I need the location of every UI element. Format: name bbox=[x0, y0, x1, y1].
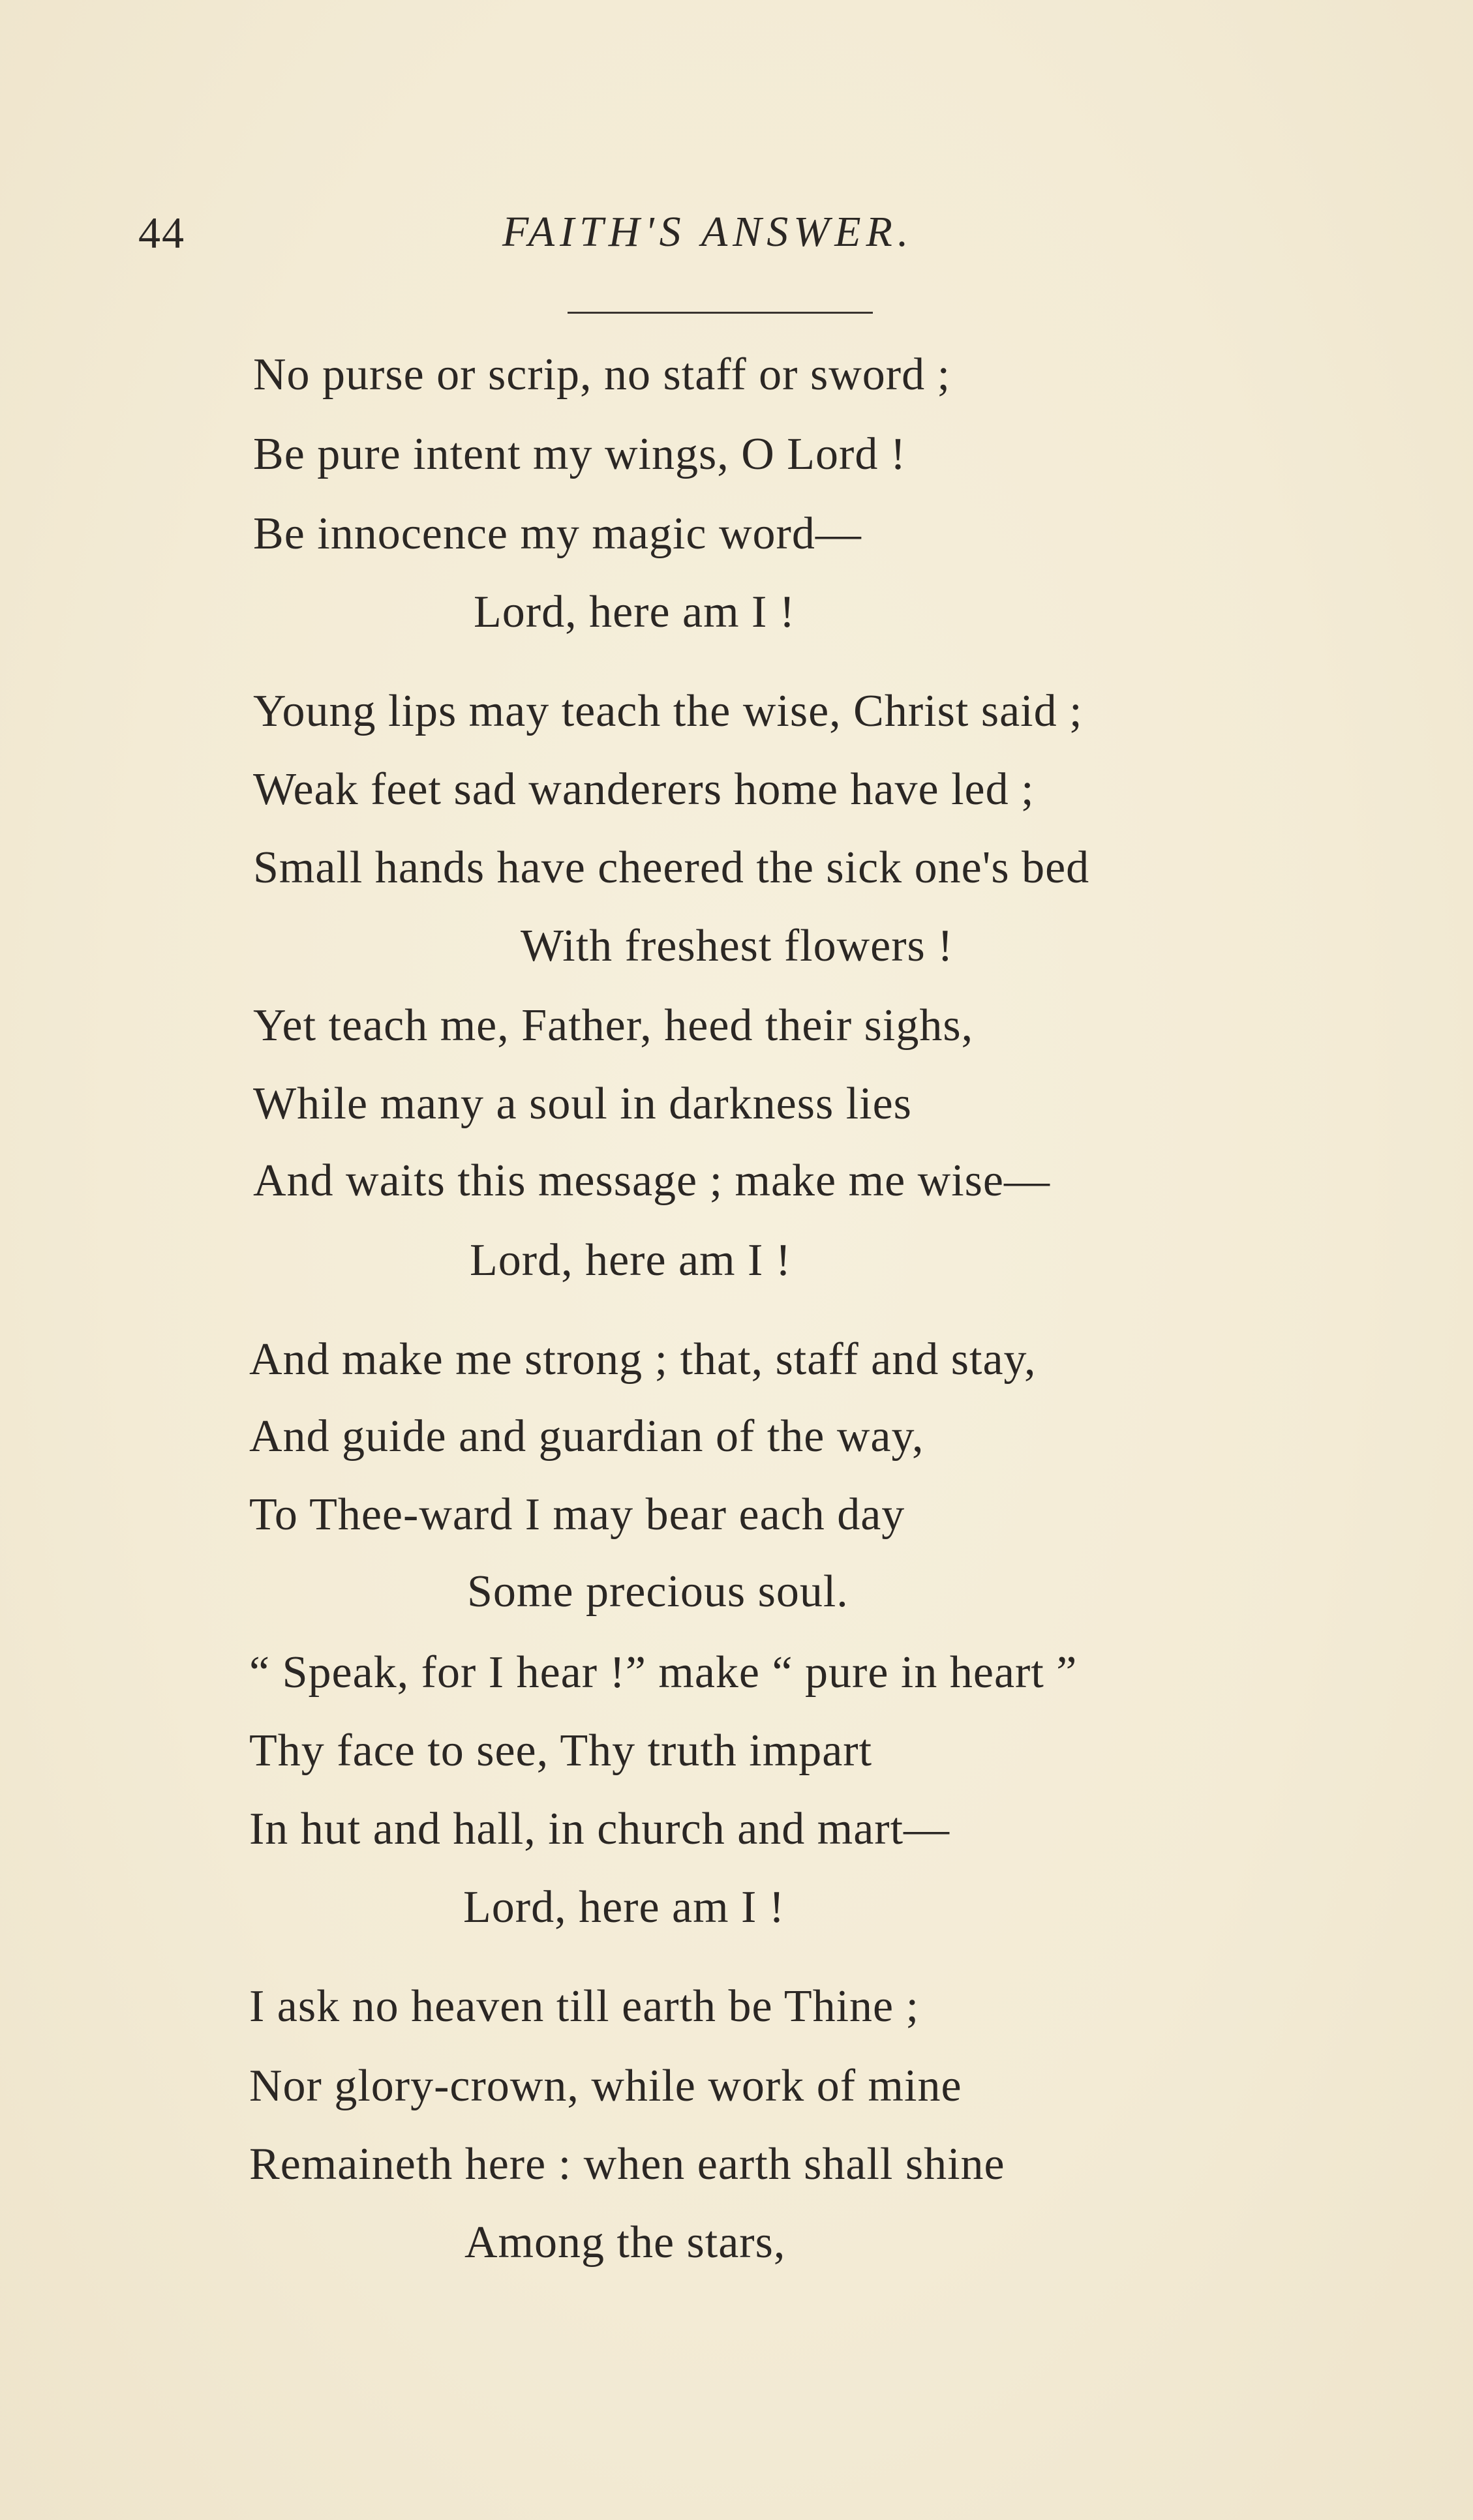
poem-refrain: With freshest flowers ! bbox=[521, 921, 954, 971]
poem-refrain: Lord, here am I ! bbox=[463, 1882, 785, 1932]
poem-refrain: Lord, here am I ! bbox=[470, 1235, 792, 1285]
running-title: FAITH'S ANSWER. bbox=[502, 208, 914, 256]
poem-line: Remaineth here : when earth shall shine bbox=[249, 2139, 1005, 2189]
poem-line: Be innocence my magic word— bbox=[253, 509, 862, 559]
poem-line: I ask no heaven till earth be Thine ; bbox=[249, 1981, 920, 2032]
poem-line: Be pure intent my wings, O Lord ! bbox=[253, 429, 907, 479]
poem-line: Young lips may teach the wise, Christ said ; bbox=[253, 686, 1083, 736]
poem-line: No purse or scrip, no staff or sword ; bbox=[253, 350, 951, 400]
poem-line: To Thee-ward I may bear each day bbox=[249, 1490, 905, 1540]
poem-line: Weak feet sad wanderers home have led ; bbox=[253, 764, 1035, 815]
poem-line: Thy face to see, Thy truth impart bbox=[249, 1726, 873, 1776]
poem-line: And guide and guardian of the way, bbox=[249, 1411, 924, 1462]
poem-line: And make me strong ; that, staff and stay, bbox=[249, 1334, 1037, 1385]
poem-refrain: Among the stars, bbox=[464, 2217, 786, 2268]
header-rule bbox=[568, 312, 873, 314]
page-number: 44 bbox=[138, 208, 185, 258]
poem-line: Nor glory-crown, while work of mine bbox=[249, 2061, 962, 2111]
poem-line: In hut and hall, in church and mart— bbox=[249, 1804, 950, 1854]
poem-line: While many a soul in darkness lies bbox=[253, 1079, 912, 1129]
poem-line: “ Speak, for I hear !” make “ pure in heart ” bbox=[249, 1647, 1078, 1698]
poem-refrain: Lord, here am I ! bbox=[474, 587, 796, 637]
page-header bbox=[0, 207, 1473, 266]
poem-line: Yet teach me, Father, heed their sighs, bbox=[253, 1000, 974, 1051]
poem-refrain: Some precious soul. bbox=[467, 1567, 849, 1617]
poem-line: And waits this message ; make me wise— bbox=[253, 1156, 1050, 1206]
poem-line: Small hands have cheered the sick one's bed bbox=[253, 843, 1090, 893]
